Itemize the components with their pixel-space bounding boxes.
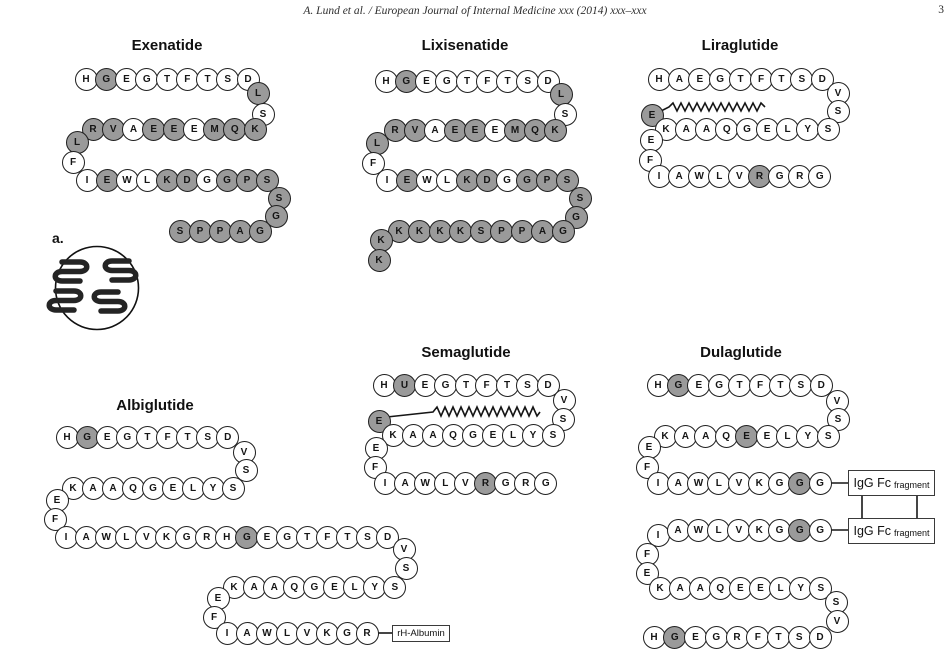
residue-circle-e: E [256,526,279,549]
residue-circle-t: T [728,374,751,397]
residue-circle-t: T [176,426,199,449]
residue-circle-s: S [470,220,493,243]
residue-circle-s: S [790,68,813,91]
residue-circle-v: V [102,118,125,141]
residue-circle-d: D [476,169,499,192]
igg-fc-box-2 [848,518,935,544]
residue-circle-f: F [316,526,339,549]
residue-circle-q: Q [715,118,738,141]
residue-circle-g: G [494,472,517,495]
residue-circle-f: F [746,626,769,649]
residue-circle-g: G [249,220,272,243]
residue-circle-h: H [647,374,670,397]
residue-circle-g: G [216,169,239,192]
residue-circle-h: H [215,526,238,549]
residue-circle-e: E [684,626,707,649]
residue-circle-e: E [641,104,664,127]
residue-circle-r: R [356,622,379,645]
residue-circle-g: G [768,472,791,495]
residue-circle-g: G [235,526,258,549]
residue-circle-p: P [536,169,559,192]
residue-circle-g: G [336,622,359,645]
peptide-squiggle [55,262,87,281]
residue-circle-g: G [663,626,686,649]
residue-circle-s: S [216,68,239,91]
residue-circle-l: L [707,519,730,542]
residue-circle-w: W [414,472,437,495]
residue-circle-k: K [649,577,672,600]
residue-circle-v: V [553,389,576,412]
residue-circle-a: A [394,472,417,495]
residue-circle-q: Q [122,477,145,500]
residue-circle-f: F [475,374,498,397]
residue-circle-t: T [156,68,179,91]
residue-circle-r: R [384,119,407,142]
residue-circle-u: U [393,374,416,397]
residue-circle-v: V [826,610,849,633]
residue-circle-q: Q [524,119,547,142]
residue-circle-s: S [256,169,279,192]
residue-circle-v: V [233,441,256,464]
residue-circle-f: F [749,374,772,397]
residue-circle-a: A [674,425,697,448]
residue-circle-t: T [767,626,790,649]
residue-circle-g: G [808,165,831,188]
residue-circle-m: M [203,118,226,141]
residue-circle-w: W [687,472,710,495]
residue-circle-s: S [552,408,575,431]
residue-circle-a: A [263,576,286,599]
residue-circle-e: E [207,587,230,610]
residue-circle-q: Q [223,118,246,141]
residue-circle-t: T [456,70,479,93]
residue-circle-i: I [647,524,670,547]
residue-circle-l: L [276,622,299,645]
residue-circle-h: H [56,426,79,449]
residue-circle-s: S [395,557,418,580]
residue-circle-g: G [196,169,219,192]
residue-circle-a: A [229,220,252,243]
residue-circle-w: W [416,169,439,192]
residue-circle-a: A [82,477,105,500]
residue-circle-v: V [296,622,319,645]
residue-circle-h: H [375,70,398,93]
residue-circle-g: G [709,68,732,91]
residue-circle-y: Y [202,477,225,500]
residue-circle-t: T [496,70,519,93]
residue-circle-k: K [456,169,479,192]
residue-circle-y: Y [796,118,819,141]
panel-a-label: a. [52,230,64,246]
residue-circle-k: K [223,576,246,599]
residue-circle-f: F [203,606,226,629]
residue-circle-s: S [252,103,275,126]
residue-circle-f: F [364,456,387,479]
residue-circle-e: E [735,425,758,448]
residue-circle-r: R [474,472,497,495]
residue-circle-g: G [303,576,326,599]
residue-circle-d: D [176,169,199,192]
residue-circle-e: E [115,68,138,91]
residue-circle-l: L [776,425,799,448]
residue-circle-r: R [195,526,218,549]
residue-circle-v: V [727,519,750,542]
residue-circle-k: K [748,519,771,542]
residue-circle-s: S [169,220,192,243]
residue-circle-l: L [707,472,730,495]
residue-circle-q: Q [442,424,465,447]
residue-circle-e: E [368,410,391,433]
residue-circle-g: G [809,519,832,542]
residue-circle-p: P [209,220,232,243]
residue-circle-y: Y [522,424,545,447]
residue-circle-t: T [296,526,319,549]
residue-circle-a: A [694,425,717,448]
residue-circle-v: V [827,82,850,105]
residue-circle-s: S [827,100,850,123]
igg-fc-label: IgG Fc [853,476,891,490]
residue-circle-a: A [243,576,266,599]
residue-circle-e: E [163,118,186,141]
residue-circle-d: D [809,626,832,649]
residue-circle-d: D [537,70,560,93]
residue-circle-e: E [444,119,467,142]
residue-circle-a: A [424,119,447,142]
residue-circle-g: G [667,374,690,397]
residue-circle-g: G [552,220,575,243]
residue-circle-v: V [454,472,477,495]
residue-circle-g: G [76,426,99,449]
residue-circle-t: T [455,374,478,397]
residue-circle-v: V [826,390,849,413]
residue-circle-l: L [366,132,389,155]
residue-circle-f: F [639,149,662,172]
residue-circle-s: S [554,103,577,126]
residue-circle-w: W [687,519,710,542]
residue-circle-a: A [531,220,554,243]
residue-circle-l: L [550,83,573,106]
residue-circle-p: P [189,220,212,243]
fatty-acid-chain-semaglutide [387,407,540,417]
residue-circle-t: T [769,374,792,397]
residue-circle-l: L [247,82,270,105]
residue-circle-g: G [116,426,139,449]
residue-circle-s: S [516,70,539,93]
residue-circle-y: Y [789,577,812,600]
residue-circle-f: F [636,543,659,566]
residue-circle-m: M [504,119,527,142]
residue-circle-g: G [462,424,485,447]
residue-circle-g: G [142,477,165,500]
residue-circle-e: E [756,118,779,141]
residue-circle-a: A [667,519,690,542]
residue-circle-e: E [415,70,438,93]
igg-fc-label: IgG Fc [853,524,891,538]
residue-circle-a: A [667,472,690,495]
residue-circle-k: K [62,477,85,500]
residue-circle-e: E [96,426,119,449]
igg-fc-box-1 [848,470,935,496]
residue-circle-l: L [182,477,205,500]
peptide-title-exenatide: Exenatide [131,37,203,54]
residue-circle-a: A [236,622,259,645]
residue-circle-s: S [788,626,811,649]
residue-circle-t: T [196,68,219,91]
residue-circle-v: V [135,526,158,549]
residue-circle-d: D [216,426,239,449]
rh-albumin-label: rH-Albumin [397,628,445,639]
residue-circle-k: K [244,118,267,141]
residue-circle-e: E [749,577,772,600]
residue-circle-g: G [534,472,557,495]
residue-circle-f: F [636,456,659,479]
residue-circle-e: E [729,577,752,600]
residue-circle-d: D [376,526,399,549]
page-number: 3 [938,4,944,16]
residue-circle-i: I [374,472,397,495]
residue-circle-g: G [265,205,288,228]
residue-circle-w: W [116,169,139,192]
residue-circle-a: A [675,118,698,141]
residue-circle-i: I [376,169,399,192]
residue-circle-s: S [817,425,840,448]
residue-circle-q: Q [709,577,732,600]
residue-circle-h: H [373,374,396,397]
residue-circle-e: E [756,425,779,448]
residue-circle-w: W [95,526,118,549]
peptide-title-dulaglutide: Dulaglutide [700,344,782,361]
residue-circle-l: L [436,169,459,192]
residue-circle-k: K [748,472,771,495]
residue-circle-s: S [569,187,592,210]
residue-circle-e: E [323,576,346,599]
residue-circle-e: E [142,118,165,141]
residue-circle-s: S [817,118,840,141]
residue-circle-s: S [827,408,850,431]
residue-circle-d: D [810,374,833,397]
residue-circle-a: A [695,118,718,141]
residue-circle-e: E [640,129,663,152]
residue-circle-k: K [155,526,178,549]
residue-circle-g: G [788,472,811,495]
journal-header: A. Lund et al. / European Journal of Internal Medicine xxx (2014) xxx–xxx [303,5,647,17]
residue-circle-p: P [236,169,259,192]
residue-circle-e: E [636,562,659,585]
residue-circle-r: R [726,626,749,649]
residue-circle-k: K [370,229,393,252]
residue-circle-g: G [708,374,731,397]
residue-circle-k: K [408,220,431,243]
igg-fragment-label: fragment [893,479,930,490]
residue-circle-a: A [689,577,712,600]
residue-circle-l: L [115,526,138,549]
residue-circle-e: E [464,119,487,142]
residue-circle-v: V [404,119,427,142]
residue-circle-e: E [396,169,419,192]
residue-circle-g: G [395,70,418,93]
residue-circle-k: K [388,220,411,243]
residue-circle-q: Q [283,576,306,599]
residue-circle-r: R [82,118,105,141]
residue-circle-k: K [449,220,472,243]
residue-circle-e: E [482,424,505,447]
residue-circle-s: S [542,424,565,447]
residue-circle-l: L [502,424,525,447]
residue-circle-l: L [769,577,792,600]
residue-circle-s: S [556,169,579,192]
fatty-acid-chain-liraglutide [659,103,765,112]
residue-circle-l: L [136,169,159,192]
residue-circle-a: A [422,424,445,447]
peptide-squiggle [49,291,81,310]
residue-circle-l: L [708,165,731,188]
residue-circle-e: E [365,437,388,460]
residue-circle-g: G [135,68,158,91]
residue-circle-y: Y [796,425,819,448]
peptide-title-semaglutide: Semaglutide [421,344,511,361]
residue-circle-s: S [268,187,291,210]
peptide-title-liraglutide: Liraglutide [701,37,779,54]
residue-circle-f: F [62,151,85,174]
residue-circle-v: V [728,165,751,188]
residue-circle-p: P [490,220,513,243]
residue-circle-r: R [514,472,537,495]
residue-circle-g: G [435,70,458,93]
residue-circle-k: K [429,220,452,243]
residue-circle-i: I [216,622,239,645]
residue-circle-p: P [511,220,534,243]
peptide-title-lixisenatide: Lixisenatide [421,37,509,54]
residue-circle-e: E [687,374,710,397]
residue-circle-t: T [729,68,752,91]
residue-circle-t: T [336,526,359,549]
residue-circle-t: T [770,68,793,91]
residue-circle-g: G [768,165,791,188]
residue-circle-k: K [544,119,567,142]
residue-circle-y: Y [363,576,386,599]
residue-circle-h: H [75,68,98,91]
residue-circle-d: D [811,68,834,91]
residue-circle-s: S [235,459,258,482]
residue-circle-g: G [516,169,539,192]
residue-circle-f: F [156,426,179,449]
residue-circle-a: A [669,577,692,600]
residue-circle-g: G [276,526,299,549]
igg-fragment-label: fragment [893,527,930,538]
residue-circle-g: G [95,68,118,91]
residue-circle-g: G [565,206,588,229]
residue-circle-s: S [825,591,848,614]
residue-circle-e: E [484,119,507,142]
residue-circle-e: E [688,68,711,91]
residue-circle-s: S [356,526,379,549]
residue-circle-v: V [728,472,751,495]
residue-circle-h: H [643,626,666,649]
residue-circle-s: S [809,577,832,600]
residue-circle-r: R [788,165,811,188]
residue-circle-a: A [668,68,691,91]
residue-circle-l: L [434,472,457,495]
residue-circle-t: T [496,374,519,397]
residue-circle-e: E [96,169,119,192]
residue-circle-f: F [476,70,499,93]
residue-circle-l: L [343,576,366,599]
residue-circle-g: G [175,526,198,549]
residue-circle-r: R [748,165,771,188]
residue-circle-i: I [76,169,99,192]
residue-circle-g: G [736,118,759,141]
rh-albumin-box [392,625,450,642]
residue-circle-a: A [102,477,125,500]
residue-circle-e: E [162,477,185,500]
residue-circle-h: H [648,68,671,91]
peptide-squiggle [94,292,125,311]
residue-circle-k: K [316,622,339,645]
residue-circle-e: E [638,436,661,459]
residue-circle-g: G [768,519,791,542]
residue-circle-f: F [750,68,773,91]
residue-circle-k: K [655,118,678,141]
residue-circle-g: G [788,519,811,542]
residue-circle-g: G [809,472,832,495]
residue-circle-e: E [46,489,69,512]
residue-circle-a: A [402,424,425,447]
residue-circle-s: S [196,426,219,449]
residue-circle-i: I [647,472,670,495]
residue-circle-s: S [383,576,406,599]
residue-circle-s: S [516,374,539,397]
residue-circle-a: A [668,165,691,188]
residue-circle-k: K [156,169,179,192]
residue-circle-f: F [44,508,67,531]
residue-circle-s: S [789,374,812,397]
residue-circle-l: L [776,118,799,141]
residue-circle-f: F [176,68,199,91]
residue-circle-d: D [537,374,560,397]
residue-circle-f: F [362,152,385,175]
residue-circle-i: I [55,526,78,549]
residue-circle-i: I [648,165,671,188]
residue-circle-w: W [688,165,711,188]
residue-circle-k: K [382,424,405,447]
residue-circle-s: S [222,477,245,500]
residue-circle-w: W [256,622,279,645]
residue-circle-g: G [434,374,457,397]
residue-circle-l: L [66,131,89,154]
residue-circle-k: K [654,425,677,448]
residue-circle-a: A [122,118,145,141]
residue-circle-d: D [237,68,260,91]
residue-circle-t: T [136,426,159,449]
peptide-title-albiglutide: Albiglutide [116,397,194,414]
residue-circle-q: Q [715,425,738,448]
residue-circle-g: G [705,626,728,649]
residue-circle-g: G [496,169,519,192]
residue-circle-a: A [75,526,98,549]
residue-circle-k: K [368,249,391,272]
residue-circle-e: E [183,118,206,141]
residue-circle-e: E [414,374,437,397]
residue-circle-v: V [393,538,416,561]
